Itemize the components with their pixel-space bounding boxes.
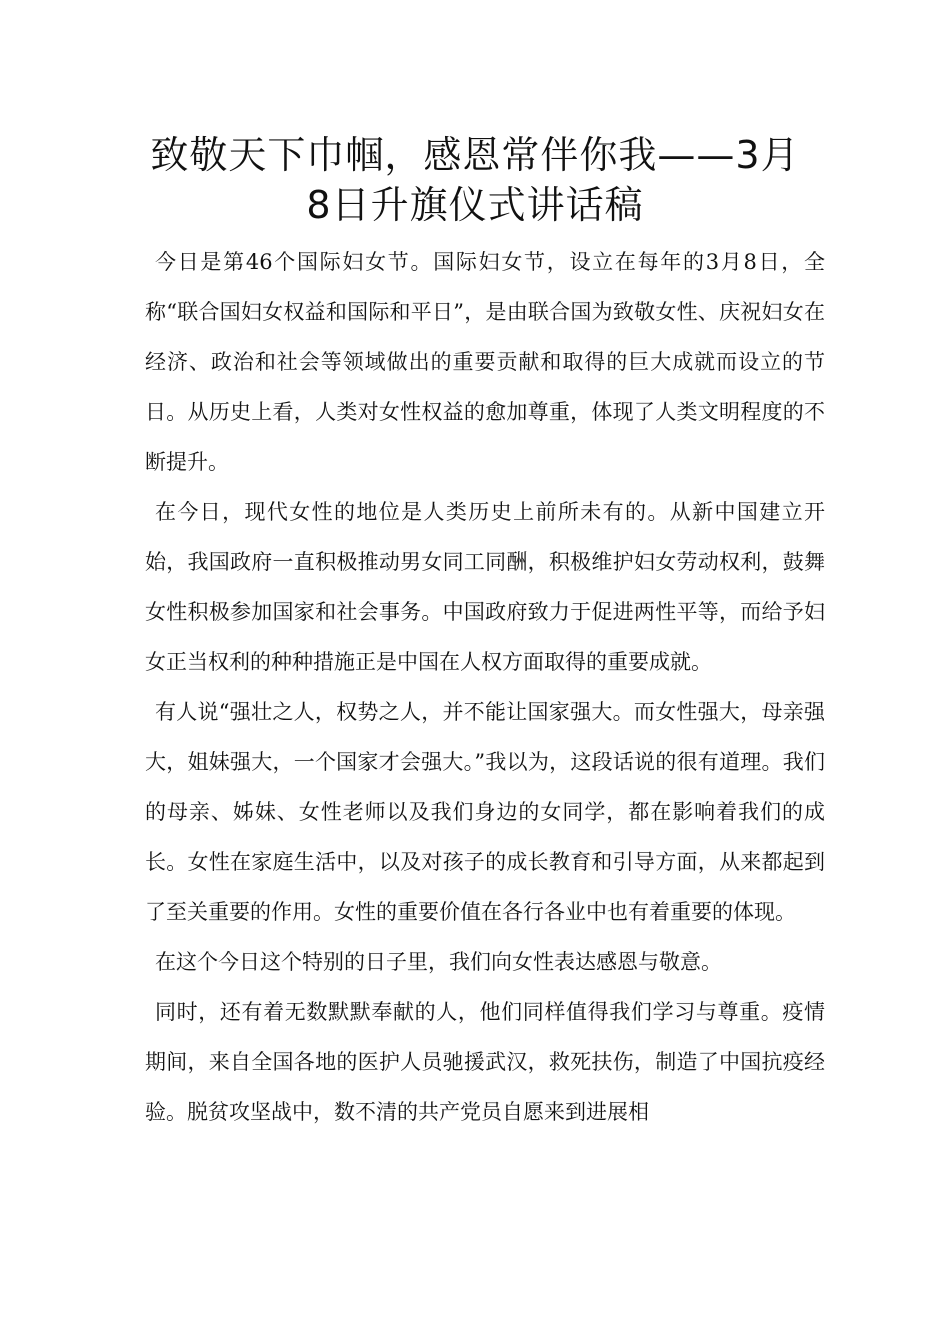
- title-line-2: 8日升旗仪式讲话稿: [306, 183, 644, 227]
- paragraph-4: 在这个今日这个特别的日子里，我们向女性表达感恩与敬意。: [155, 950, 722, 974]
- document-title: [120, 130, 830, 230]
- document-body: [145, 237, 825, 1137]
- paragraph-2: 在今日，现代女性的地位是人类历史上前所未有的。从新中国建立开始，我国政府一直积极推动男女同工同酬，积极维护妇女劳动权利，鼓舞女性积极参加国家和社会事务。中国政府致力于促进两性平等，而给予妇女正当权利的种种措施正是中国在人权方面取得的重要成就。: [145, 500, 825, 674]
- paragraph-5: 同时，还有着无数默默奉献的人，他们同样值得我们学习与尊重。疫情期间，来自全国各地的医护人员驰援武汉，救死扶伤，制造了中国抗疫经验。脱贫攻坚战中，数不清的共产党员自愿来到进展相: [145, 1000, 825, 1124]
- title-line-1: 致敬天下巾帼，感恩常伴你我——3月: [150, 133, 800, 177]
- paragraph-3: 有人说“强壮之人，权势之人，并不能让国家强大。而女性强大，母亲强大，姐妹强大，一个国家才会强大。”我以为，这段话说的很有道理。我们的母亲、姊妹、女性老师以及我们身边的女同学，都在影响着我们的成长。女性在家庭生活中，以及对孩子的成长教育和引导方面，从来都起到了至关重要的作用。女性的重要价值在各行各业中也有着重要的体现。: [145, 700, 825, 924]
- paragraph-1: 今日是第46个国际妇女节。国际妇女节，设立在每年的3月8日，全称“联合国妇女权益和国际和平日”，是由联合国为致敬女性、庆祝妇女在经济、政治和社会等领域做出的重要贡献和取得的巨大成就而设立的节日。从历史上看，人类对女性权益的愈加尊重，体现了人类文明程度的不断提升。: [145, 250, 825, 474]
